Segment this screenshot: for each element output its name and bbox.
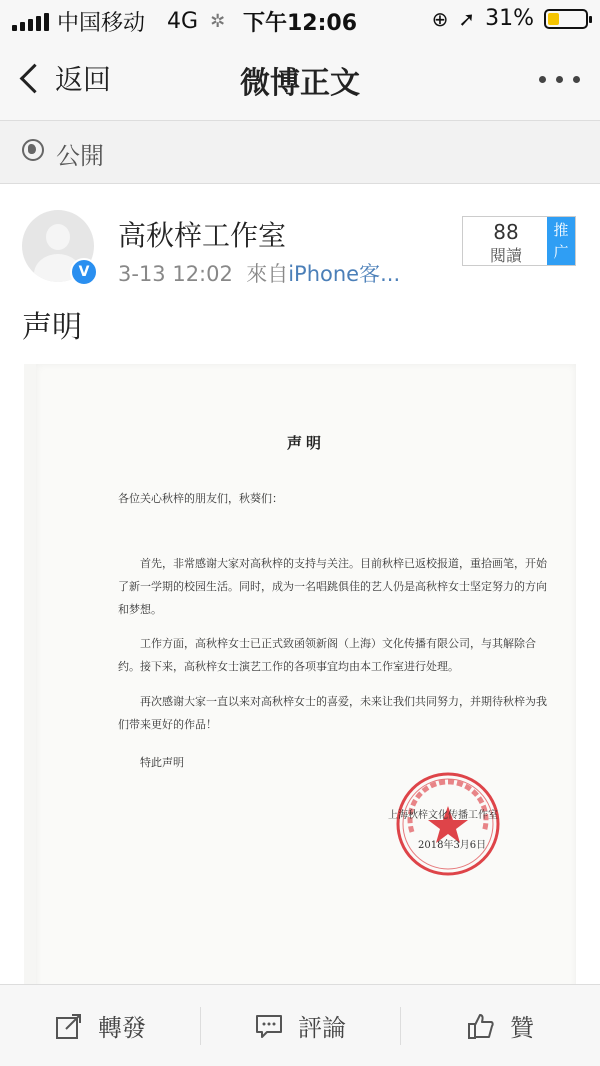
company-seal <box>392 768 504 880</box>
post-timestamp: 3-13 12:02 <box>118 262 233 286</box>
battery-percentage: 31% <box>485 6 534 31</box>
post-text: 声明 <box>22 310 82 345</box>
battery-icon <box>544 9 588 29</box>
comment-button[interactable] <box>200 985 400 1066</box>
letter-paragraph: 再次感谢大家一直以来对高秋梓女士的喜爱，未来让我们共同努力，并期待秋梓为我们带来更好的作品！ <box>118 695 547 731</box>
status-right <box>432 6 588 31</box>
letter-paragraph: 工作方面，高秋梓女士已正式致函领新阁（上海）文化传播有限公司，与其解除合约。接下来，高秋梓女士演艺工作的各项事宜均由本工作室进行处理。 <box>118 637 536 673</box>
clock: 下午12:06 <box>242 11 358 36</box>
visibility-label: 公開 <box>56 142 104 170</box>
repost-button[interactable] <box>0 985 200 1066</box>
promote-button[interactable]: 推广 <box>547 217 575 265</box>
post-meta <box>118 258 400 288</box>
share-icon <box>54 1011 84 1041</box>
orientation-lock-icon: ⊕ <box>431 6 449 31</box>
location-arrow-icon: ➚ <box>458 6 476 31</box>
verified-badge-icon: V <box>70 258 98 286</box>
carrier-name: 中国移动 <box>57 11 146 36</box>
like-button[interactable] <box>400 985 600 1066</box>
page-title: 微博正文 <box>240 66 360 101</box>
more-options-button[interactable] <box>539 76 580 83</box>
repost-label: 轉發 <box>98 1014 146 1042</box>
thumbs-up-icon <box>466 1011 496 1041</box>
network-type: 4G <box>167 9 199 34</box>
letter-paragraph: 首先，非常感谢大家对高秋梓的支持与关注。目前秋梓已返校报道，重拾画笔，开始了新一学期的校园生活。同时，成为一名唱跳俱佳的艺人仍是高秋梓女士坚定努力的方向和梦想。 <box>118 557 547 616</box>
post-source: iPhone客... <box>288 262 401 286</box>
read-count-box <box>462 216 576 266</box>
letter-paper <box>36 364 576 984</box>
navigation-bar <box>0 40 600 121</box>
visibility-bar <box>0 121 600 184</box>
letter-date: 2018年3月6日 <box>418 840 487 851</box>
letter-signature: 上海秋梓文化传播工作室 <box>388 810 498 821</box>
loading-spinner-icon: ✲ <box>210 11 226 32</box>
author-name[interactable]: 高秋梓工作室 <box>118 219 287 252</box>
source-prefix: 來自 <box>246 262 289 286</box>
like-label: 贊 <box>510 1014 534 1042</box>
letter-title: 声明 <box>286 434 325 452</box>
back-label: 返回 <box>55 63 112 96</box>
read-label: 閱讀 <box>489 246 522 265</box>
ellipsis-icon <box>539 76 546 83</box>
status-bar <box>0 0 600 40</box>
letter-salutation: 各位关心秋梓的朋友们，秋葵们： <box>118 492 283 505</box>
post-image[interactable] <box>24 364 576 984</box>
action-toolbar <box>0 984 600 1066</box>
letter-closing: 特此声明 <box>140 756 184 769</box>
read-count: 88 <box>493 220 519 244</box>
globe-icon <box>22 139 44 161</box>
post-card <box>0 184 600 984</box>
comment-label: 評論 <box>298 1014 346 1042</box>
comment-icon <box>254 1011 284 1041</box>
